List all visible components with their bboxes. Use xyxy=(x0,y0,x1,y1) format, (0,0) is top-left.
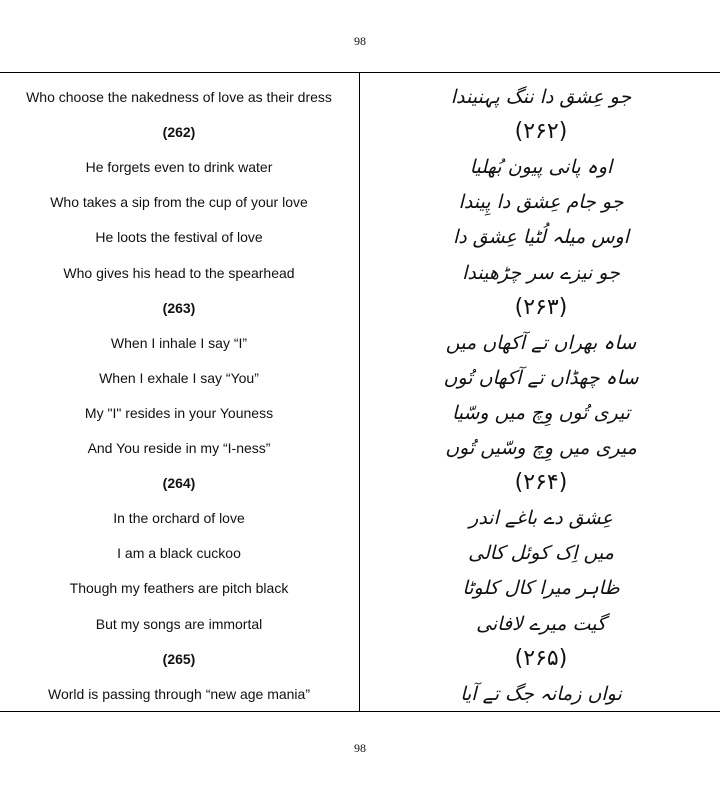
urdu-line: میں اِک کوئل کالی xyxy=(468,542,614,565)
urdu-line: جو عِشق دا ننگ پہنیندا xyxy=(450,86,632,108)
urdu-line: عِشق دے باغے اندر xyxy=(469,507,613,530)
urdu-line: جو جام عِشق دا پِیندا xyxy=(458,191,624,214)
english-line: In the orchard of love xyxy=(113,510,245,527)
page-number-top: 98 xyxy=(354,34,366,48)
translation-table xyxy=(0,72,720,712)
english-line: He loots the festival of love xyxy=(95,229,263,246)
english-line: Though my feathers are pitch black xyxy=(69,580,289,597)
verse-number-urdu: (۲۶۳) xyxy=(514,294,568,320)
urdu-line: گیت میرے لافانی xyxy=(476,612,606,635)
english-line: Who gives his head to the spearhead xyxy=(63,264,295,281)
english-line: And You reside in my “I-ness” xyxy=(87,440,271,456)
urdu-line: تیری تُوں وِچ میں وسّیا xyxy=(451,401,631,424)
english-line: I am a black cuckoo xyxy=(117,545,241,562)
page-number-bottom: 98 xyxy=(354,741,366,755)
urdu-line: ظاہر میرا کال کلوٹا xyxy=(462,577,620,600)
urdu-line: ساہ چھڈاں تے آکھاں تُوں xyxy=(443,366,639,389)
english-line: My "I" resides in your Youness xyxy=(84,404,274,421)
verse-number-urdu: (۲۶۴) xyxy=(514,470,568,496)
verse-number-english: (264) xyxy=(162,475,196,492)
english-line: Who takes a sip from the cup of your love xyxy=(50,194,308,211)
urdu-line: نواں زمانہ جگ تے آیا xyxy=(460,682,622,705)
urdu-line: ساہ بھراں تے آکھاں میں xyxy=(445,331,637,354)
verse-number-urdu: (۲۶۲) xyxy=(514,119,568,145)
english-line: When I exhale I say “You” xyxy=(99,369,259,386)
urdu-line: اوہ پانی پیون بُھلیا xyxy=(469,156,613,179)
english-line: He forgets even to drink water xyxy=(85,159,273,176)
verse-number-urdu: (۲۶۵) xyxy=(514,645,568,671)
english-line: Who choose the nakedness of love as their dress xyxy=(26,89,332,105)
verse-number-english: (263) xyxy=(162,299,196,316)
english-line: When I inhale I say “I” xyxy=(110,334,248,351)
english-line: World is passing through “new age mania” xyxy=(48,685,310,702)
verse-number-english: (262) xyxy=(162,124,196,141)
english-line: But my songs are immortal xyxy=(95,615,263,632)
urdu-line: جو نیزے سر چڑھیندا xyxy=(462,261,620,284)
urdu-line: میری میں وِچ وسّیں تُوں xyxy=(445,437,637,459)
verse-number-english: (265) xyxy=(162,650,196,667)
urdu-line: اوس میلہ لُٹیا عِشق دا xyxy=(452,226,630,249)
column-divider xyxy=(359,73,360,711)
